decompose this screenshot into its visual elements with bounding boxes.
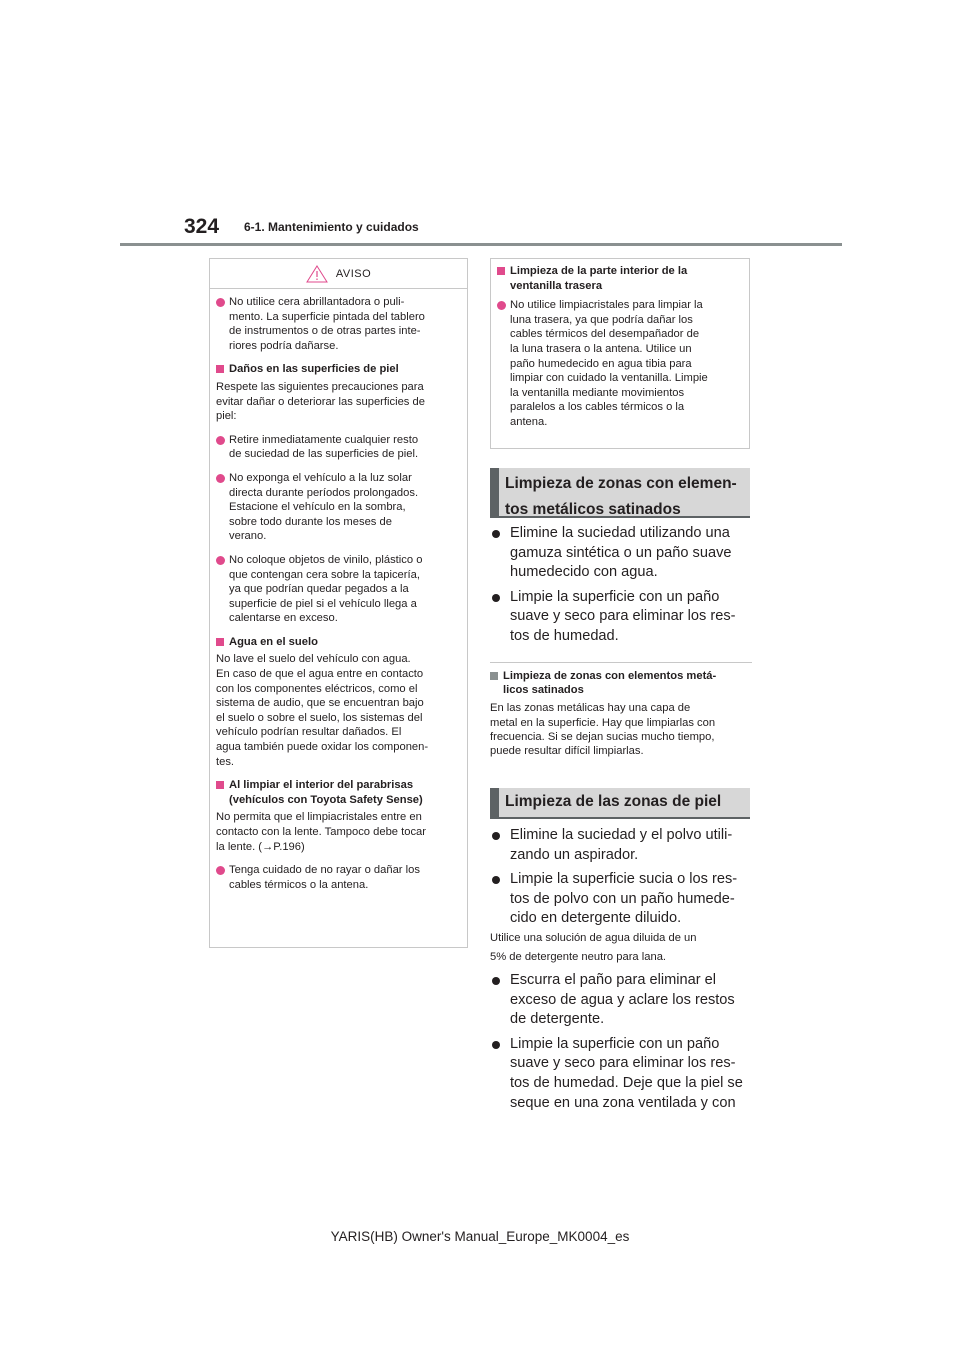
warning-paragraph: No permita que el limpiacristales entre en contacto con la lente. Tampoco debe tocar la lente. (→P.196) bbox=[216, 811, 427, 853]
list-item bbox=[490, 826, 752, 865]
rear-window-text: No utilice limpiacristales para limpiar la luna trasera, ya que podría dañar los cables térmicos del desempañador de la luna trasera o la antena. Utilice un paño humedecido en agua tibia para limpiar con cuidado la ventanilla. Limpie la ventanilla mediante movimientos paralelos a los cables térmicos o la antena. bbox=[510, 299, 708, 428]
leather-section-heading bbox=[490, 788, 750, 819]
square-bullet-icon bbox=[497, 267, 505, 275]
rear-window-heading bbox=[497, 264, 741, 293]
bullet-dot-icon bbox=[492, 832, 500, 840]
bullet-dot-icon bbox=[492, 876, 500, 884]
list-item-text: Elimine la suciedad y el polvo utili- zando un aspirador. bbox=[510, 827, 733, 863]
divider bbox=[490, 662, 752, 663]
warning-box bbox=[209, 258, 468, 948]
list-item bbox=[490, 1035, 752, 1113]
square-bullet-icon bbox=[216, 781, 224, 789]
warning-item bbox=[216, 433, 459, 462]
satin-sub-heading-text: Limpieza de zonas con elementos metá- licos satinados bbox=[503, 670, 717, 697]
list-item-text: Elimine la suciedad utilizando una gamuza sintética o un paño suave humedecido con agua. bbox=[510, 525, 732, 581]
bullet-dot-icon bbox=[497, 301, 506, 310]
list-item-text: Escurra el paño para eliminar el exceso de agua y aclare los restos de detergente. bbox=[510, 972, 735, 1028]
warning-subheading-text: Daños en las superficies de piel bbox=[229, 363, 399, 376]
satin-sub-text: En las zonas metálicas hay una capa de metal en la superficie. Hay que limpiarlas con frecuencia. Si se dejan sucias mucho tiempo, puede resultar difícil limpiarlas. bbox=[490, 702, 716, 758]
leather-section-title: Limpieza de las zonas de piel bbox=[505, 793, 722, 810]
warning-item bbox=[216, 863, 459, 892]
satin-sub-heading bbox=[490, 669, 752, 697]
warning-item bbox=[216, 471, 459, 544]
bullet-dot-icon bbox=[216, 474, 225, 483]
section-title: 6-1. Mantenimiento y cuidados bbox=[244, 220, 419, 234]
rear-window-box bbox=[490, 258, 750, 449]
warning-header bbox=[210, 259, 467, 289]
warning-subheading-text: Agua en el suelo bbox=[229, 635, 318, 648]
list-item bbox=[490, 524, 752, 583]
bullet-dot-icon bbox=[216, 436, 225, 445]
square-bullet-icon bbox=[216, 365, 224, 373]
leather-note-line-1: Utilice una solución de agua diluida de un bbox=[490, 932, 697, 944]
bullet-dot-icon bbox=[492, 594, 500, 602]
page-number: 324 bbox=[184, 215, 220, 238]
warning-item bbox=[216, 553, 459, 626]
rear-window-item bbox=[497, 298, 741, 429]
list-item bbox=[490, 971, 752, 1030]
header-rule bbox=[120, 243, 842, 246]
list-item bbox=[490, 870, 752, 929]
warning-paragraph: Respete las siguientes precauciones para evitar dañar o deteriorar las superficies de piel: bbox=[216, 380, 425, 423]
bullet-dot-icon bbox=[216, 556, 225, 565]
leather-bullets-b bbox=[490, 971, 752, 1118]
warning-body bbox=[210, 289, 467, 892]
leather-note-line-2: 5% de detergente neutro para lana. bbox=[490, 951, 667, 963]
list-item-text: Limpie la superficie con un paño suave y seco para eliminar los res- tos de humedad. bbox=[510, 588, 736, 644]
warning-subheading bbox=[216, 778, 459, 807]
square-bullet-icon bbox=[216, 638, 224, 646]
list-item-text: Limpie la superficie sucia o los res- tos de polvo con un paño humede- cido en detergente diluido. bbox=[510, 871, 738, 927]
warning-paragraph: No lave el suelo del vehículo con agua. En caso de que el agua entre en contacto con los componentes eléctricos, como el sistema de audio, que se encuentran bajo el suelo o sobre el suelo, los sistemas del vehículo podrían resultar dañados. El agua también puede oxidar los componen- tes. bbox=[216, 653, 429, 768]
leather-bullets-a bbox=[490, 826, 752, 934]
bullet-dot-icon bbox=[492, 530, 500, 538]
satin-section-heading bbox=[490, 468, 750, 518]
bullet-dot-icon bbox=[216, 298, 225, 307]
warning-subheading bbox=[216, 362, 459, 377]
square-bullet-icon bbox=[490, 672, 498, 680]
warning-item-text: No coloque objetos de vinilo, plástico o que contengan cera sobre la tapicería, ya que podrían quedar pegados a la superficie de piel si el vehículo llega a calentarse en exceso. bbox=[229, 553, 423, 625]
warning-item bbox=[216, 295, 459, 353]
warning-subheading-text: Al limpiar el interior del parabrisas (vehículos con Toyota Safety Sense) bbox=[229, 779, 423, 806]
list-item bbox=[490, 588, 752, 647]
bullet-dot-icon bbox=[216, 866, 225, 875]
bullet-dot-icon bbox=[492, 1041, 500, 1049]
rear-window-heading-text: Limpieza de la parte interior de la ventanilla trasera bbox=[510, 265, 688, 292]
warning-item-text: Retire inmediatamente cualquier resto de suciedad de las superficies de piel. bbox=[229, 433, 419, 461]
bullet-dot-icon bbox=[492, 977, 500, 985]
warning-item-text: No utilice cera abrillantadora o puli- mento. La superficie pintada del tablero de instrumentos o de otras partes inte- riores podría dañarse. bbox=[229, 296, 425, 352]
warning-item-text: Tenga cuidado de no rayar o dañar los cables térmicos o la antena. bbox=[229, 864, 420, 891]
satin-bullets bbox=[490, 524, 752, 652]
satin-section-title: Limpieza de zonas con elemen- tos metálicos satinados bbox=[505, 475, 737, 518]
warning-item-text: No exponga el vehículo a la luz solar directa durante períodos prolongados. Estacione el vehículo en la sombra, sobre todo durante los meses de verano. bbox=[229, 471, 419, 543]
list-item-text: Limpie la superficie con un paño suave y seco para eliminar los res- tos de humedad. Deje que la piel se seque en una zona ventilada y con bbox=[510, 1035, 743, 1111]
warning-title: AVISO bbox=[335, 267, 372, 280]
satin-sub-block bbox=[490, 662, 752, 758]
footer-text: YARIS(HB) Owner's Manual_Europe_MK0004_es bbox=[330, 1229, 630, 1244]
warning-triangle-icon bbox=[306, 265, 328, 283]
warning-subheading bbox=[216, 635, 459, 650]
